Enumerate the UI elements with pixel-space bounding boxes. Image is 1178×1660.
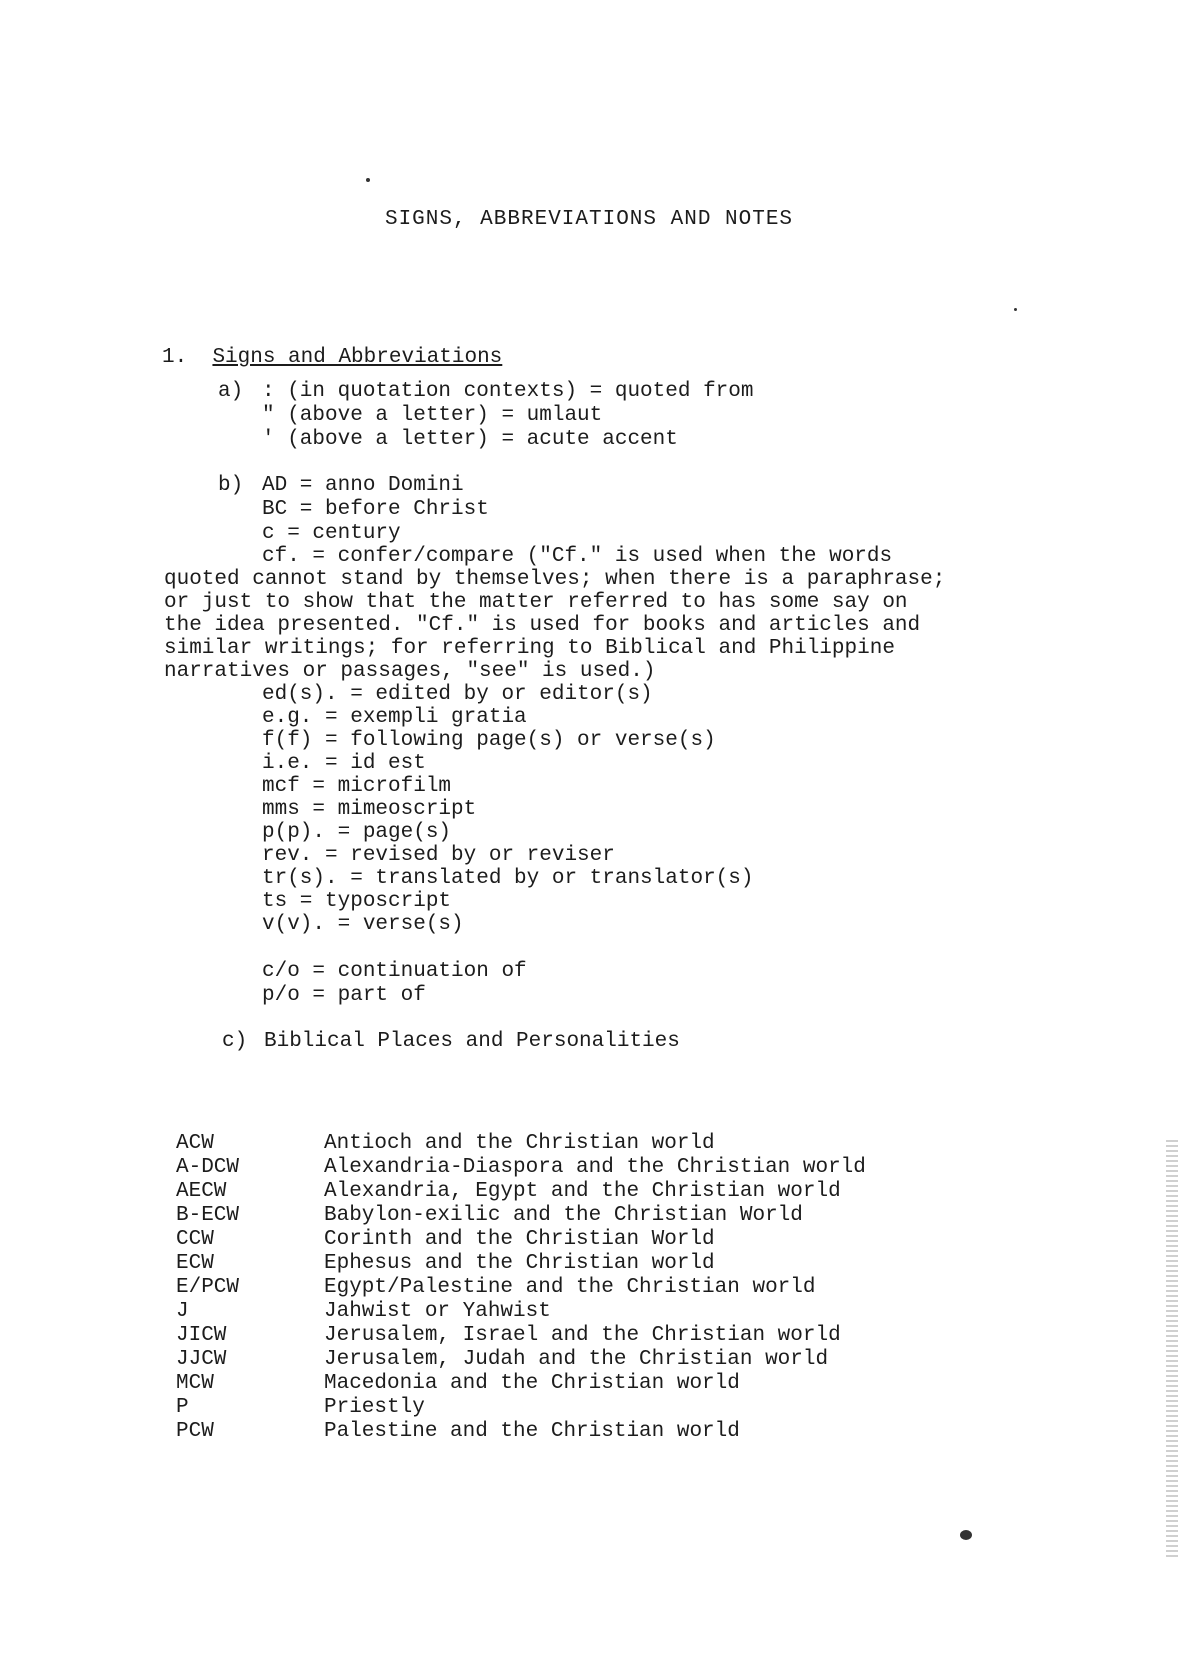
place-abbr: ACW [176,1132,214,1155]
list-item [176,1132,976,1156]
place-name: Corinth and the Christian World [324,1228,715,1251]
scan-edge-artifact [1166,1140,1178,1560]
section-heading [162,346,502,370]
list-item [176,1204,976,1228]
list-item [176,1396,976,1420]
cf-definition-line: the idea presented. "Cf." is used for books and articles and [164,614,921,637]
place-abbr: JICW [176,1324,227,1347]
a-line: : (in quotation contexts) = quoted from [262,380,754,403]
subsection-b-marker: b) [218,474,244,497]
place-name: Alexandria, Egypt and the Christian world [324,1180,841,1203]
place-name: Alexandria-Diaspora and the Christian world [324,1156,866,1179]
b-line: p/o = part of [262,984,426,1007]
place-abbr: MCW [176,1372,214,1395]
place-abbr: A-DCW [176,1156,240,1179]
cf-definition-line: quoted cannot stand by themselves; when there is a paraphrase; [164,568,946,591]
section-label: Signs and Abbreviations [212,346,503,369]
cf-definition-first-line: cf. = confer/compare ("Cf." is used when the words [262,545,893,568]
list-item [176,1348,976,1372]
b-line: AD = anno Domini [262,474,464,497]
place-abbr: E/PCW [176,1276,240,1299]
list-item [176,1228,976,1252]
place-name: Jahwist or Yahwist [324,1300,551,1323]
scan-speck [1014,308,1017,311]
list-item [176,1276,976,1300]
b-line: ed(s). = edited by or editor(s) [262,683,653,706]
scan-speck [366,178,370,182]
b-line: e.g. = exempli gratia [262,706,527,729]
place-abbr: P [176,1396,189,1419]
place-name: Jerusalem, Judah and the Christian world [324,1348,829,1371]
place-name: Babylon-exilic and the Christian World [324,1204,803,1227]
places-list [176,1132,976,1444]
b-line: c = century [262,522,401,545]
place-name: Jerusalem, Israel and the Christian world [324,1324,841,1347]
place-name: Palestine and the Christian world [324,1420,740,1443]
list-item [176,1300,976,1324]
page-title: SIGNS, ABBREVIATIONS AND NOTES [384,208,794,231]
place-name: Priestly [324,1396,425,1419]
place-abbr: CCW [176,1228,214,1251]
list-item [176,1420,976,1444]
place-name: Macedonia and the Christian world [324,1372,740,1395]
scan-speck [960,1530,972,1540]
subsection-c-label: Biblical Places and Personalities [264,1030,680,1053]
b-line: mms = mimeoscript [262,798,477,821]
cf-definition-line: similar writings; for referring to Biblical and Philippine [164,637,895,660]
section-number: 1. [162,346,188,369]
list-item [176,1324,976,1348]
place-abbr: ECW [176,1252,214,1275]
b-line: c/o = continuation of [262,960,527,983]
place-abbr: AECW [176,1180,227,1203]
place-abbr: J [176,1300,189,1323]
b-line: BC = before Christ [262,498,489,521]
b-line: v(v). = verse(s) [262,913,464,936]
a-line: " (above a letter) = umlaut [262,404,603,427]
b-line: mcf = microfilm [262,775,452,798]
place-abbr: B-ECW [176,1204,240,1227]
place-abbr: PCW [176,1420,214,1443]
place-name: Antioch and the Christian world [324,1132,715,1155]
list-item [176,1252,976,1276]
b-line: rev. = revised by or reviser [262,844,615,867]
subsection-a-marker: a) [218,380,244,403]
list-item [176,1156,976,1180]
list-item [176,1180,976,1204]
b-line: ts = typoscript [262,890,452,913]
place-abbr: JJCW [176,1348,227,1371]
a-line: ' (above a letter) = acute accent [262,428,678,451]
place-name: Ephesus and the Christian world [324,1252,715,1275]
place-name: Egypt/Palestine and the Christian world [324,1276,816,1299]
list-item [176,1372,976,1396]
b-line: tr(s). = translated by or translator(s) [262,867,754,890]
b-line: i.e. = id est [262,752,426,775]
b-line: p(p). = page(s) [262,821,452,844]
subsection-c-marker: c) [222,1030,248,1053]
cf-definition-line: narratives or passages, "see" is used.) [164,660,656,683]
b-line: f(f) = following page(s) or verse(s) [262,729,716,752]
cf-definition-line: or just to show that the matter referred to has some say on [164,591,908,614]
